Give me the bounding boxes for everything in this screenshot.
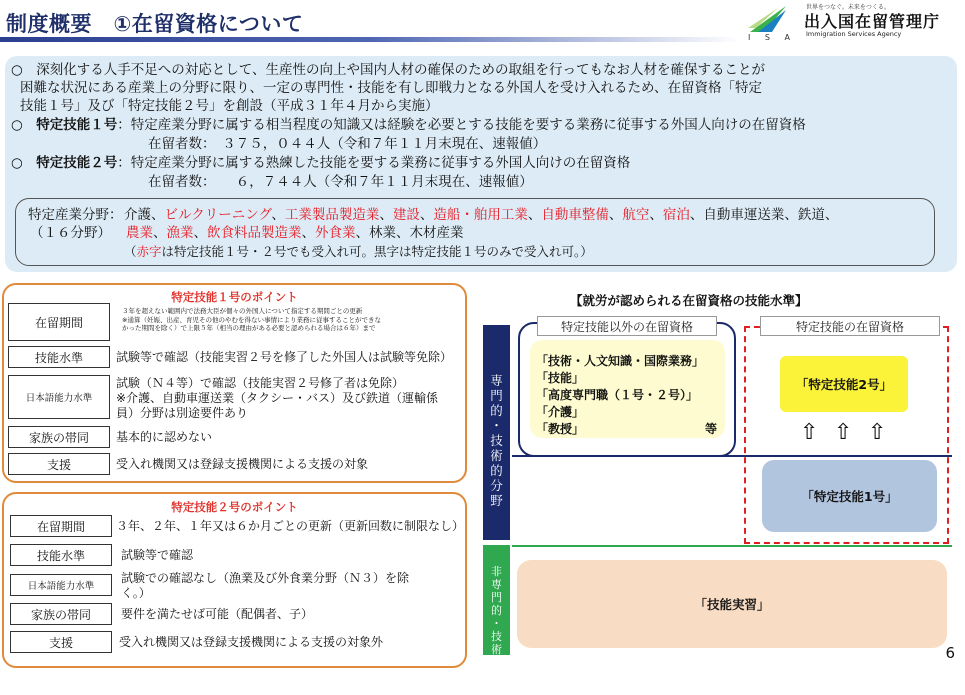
ssw1-japanese-line-3: 員）分野は別途要件あり [116, 406, 249, 420]
ssw1-support-label: 支援 [8, 453, 110, 475]
field-name-both-ssw: 農業 [126, 225, 153, 241]
vertical-label-char: 的 [490, 463, 503, 478]
ssw1-bullet: ○ [11, 117, 37, 133]
ssw1-japanese-value [116, 376, 461, 421]
field-name-text: 、 [419, 207, 434, 223]
field-name-both-ssw: 宿泊 [662, 207, 690, 223]
ssw2-family-label: 家族の帯同 [10, 603, 112, 625]
fields-line-2 [126, 225, 464, 241]
ssw1-skill-label: 技能水準 [8, 346, 110, 368]
title-underline [0, 37, 740, 42]
agency-name-en: Immigration Services Agency [806, 30, 902, 38]
ssw2-family-value: 要件を満たせば可能（配偶者、子） [121, 607, 314, 621]
overview-line-1: ○ 深刻化する人手不足への対応として、生産性の向上や国内人材の確保のための取組を行ってもなお人材を確保することが [11, 62, 766, 78]
field-name-both-ssw: 建設 [392, 207, 420, 223]
ssw1-family-value: 基本的に認めない [116, 430, 213, 444]
vertical-label-char: ・ [490, 418, 503, 433]
ssw2-bullet: ○ [11, 155, 37, 171]
field-name-text: 、 [271, 207, 285, 223]
field-name-text: 、 [153, 225, 167, 241]
field-name-both-ssw: 飲食料品製造業 [207, 225, 302, 241]
ssw2-japanese-value [121, 571, 461, 601]
up-arrow-icon: ⇧ [868, 420, 887, 445]
vertical-label-char: 術 [491, 643, 502, 656]
page-title: 制度概要 ①在留資格について [6, 12, 304, 36]
ssw2-period-label: 在留期間 [10, 515, 112, 537]
overview-box [5, 56, 957, 272]
ssw2-summary [11, 155, 630, 171]
ssw2-support-label: 支援 [10, 631, 112, 653]
other-status-item: 「高度専門職（１号・２号）」 [536, 388, 699, 402]
ssw1-period-line-1: ３年を超えない範囲内で法務大臣が個々の外国人について指定する期間ごとの更新 [122, 307, 363, 315]
vertical-label-char: 非 [491, 565, 502, 578]
ssw1-count: 在留者数： ３７５，０４４人（令和７年１１月末現在、速報値） [148, 136, 547, 152]
ssw2-japanese-line-1: 試験での確認なし（漁業及び外食業分野（Ｎ３）を除 [121, 571, 410, 585]
field-name-both-ssw: 造船・舶用工業 [433, 207, 528, 223]
other-status-header: 特定技能以外の在留資格 [537, 316, 717, 336]
fields-line-1 [124, 207, 838, 223]
field-name-text: 、 [527, 207, 542, 223]
vertical-label-char: 門 [491, 591, 502, 604]
up-arrow-icon: ⇧ [800, 420, 819, 445]
field-name-text: 、 [301, 225, 315, 241]
ssw1-support-value: 受入れ機関又は登録支援機関による支援の対象 [116, 457, 369, 471]
ssw2-japanese-line-2: く。） [121, 586, 151, 600]
ssw1-japanese-line-2: ※介護、自動車運送業（タクシー・バス）及び鉄道（運輸係 [116, 391, 439, 405]
field-name-text: 、 [193, 225, 207, 241]
field-name-both-ssw: 外食業 [315, 225, 356, 241]
up-arrow-icon: ⇧ [834, 420, 853, 445]
ssw1-period-line-3: かった期間を除く）で上限５年（相当の理由がある必要と認められる場合は６年）まで [122, 324, 376, 332]
ssw1-period-line-2: ※通算（妊娠、出産、育児その他のやむを得ない事情により業務に従事することができな [122, 315, 381, 324]
overview-line-2: 困難な状況にある産業上の分野に限り、一定の専門性・技能を有し即戦力となる外国人を受け入れるため、在留資格「特定 [20, 80, 762, 96]
ssw2-skill-value: 試験等で確認 [121, 548, 194, 562]
ssw2-desc: ：特定産業分野に属する熟練した技能を要する業務に従事する外国人向けの在留資格 [117, 155, 631, 171]
vertical-label-char: 分 [491, 669, 502, 682]
vertical-label-char: 技 [491, 630, 502, 643]
field-name-both-ssw: 工業製品製造業 [284, 207, 380, 223]
vertical-label-char: ・ [491, 617, 502, 630]
diagram-title: 【就労が認められる在留資格の技能水準】 [570, 293, 808, 308]
isa-logo-icon [748, 4, 788, 34]
field-name-text: 、自動車運送業、鉄道、 [689, 207, 839, 223]
field-name-text: 、 [608, 207, 623, 223]
ssw1-box: 「特定技能1号」 [762, 460, 937, 532]
field-name-both-ssw: 航空 [622, 207, 650, 223]
page-number: 6 [945, 644, 955, 662]
vertical-label-char: 専 [490, 373, 503, 388]
non-professional-divider [512, 545, 952, 547]
vertical-label-char: 的 [491, 604, 502, 617]
fields-count: （１６分野） [30, 225, 111, 241]
overview-line-3: 技能１号」及び「特定技能２号」を創設（平成３１年４月から実施） [20, 98, 439, 114]
field-name-text: 、 [379, 207, 393, 223]
ssw1-desc: ：特定産業分野に属する相当程度の知識又は経験を必要とする技能を要する業務に従事する外国人向けの在留資格 [117, 117, 806, 133]
field-name-text: 介護、 [124, 207, 165, 223]
ssw1-japanese-label: 日本語能力水準 [8, 375, 110, 419]
ssw1-family-label: 家族の帯同 [8, 426, 110, 448]
ssw1-summary [11, 117, 806, 133]
ssw1-period-value [122, 307, 467, 333]
ssw1-japanese-line-1: 試験（Ｎ４等）で確認（技能実習２号修了者は免除） [116, 376, 405, 390]
field-name-text: 、林業、木材産業 [355, 225, 464, 241]
ssw2-box: 「特定技能2号」 [780, 356, 908, 412]
vertical-label-char: 的 [490, 403, 503, 418]
technical-intern-box: 「技能実習」 [517, 560, 947, 648]
ssw2-period-value: ３年、２年、１年又は６か月ごとの更新（更新回数に制限なし） [116, 519, 465, 533]
ssw1-points-title: 特定技能１号のポイント [171, 290, 298, 304]
ssw-status-header: 特定技能の在留資格 [760, 316, 940, 336]
vertical-label-char: 野 [490, 493, 503, 508]
professional-field-bar [483, 325, 510, 540]
vertical-label-char: 野 [491, 682, 502, 695]
other-status-etc: 等 [705, 422, 718, 436]
vertical-label-char: 分 [490, 478, 503, 493]
ssw1-points-panel [2, 283, 467, 483]
agency-name: 出入国在留管理庁 [804, 12, 941, 31]
ssw1-period-label: 在留期間 [8, 303, 110, 341]
other-status-list [530, 340, 725, 438]
fields-note-rest: は特定技能１号・２号でも受入れ可。黒字は特定技能１号のみで受入れ可。） [161, 244, 593, 259]
field-name-text: 、 [649, 207, 663, 223]
ssw2-points-title: 特定技能２号のポイント [171, 500, 298, 514]
fields-label: 特定産業分野： [28, 207, 123, 223]
ssw2-name: 特定技能２号 [36, 155, 118, 171]
field-name-both-ssw: ビルクリーニング [164, 207, 272, 223]
ssw2-japanese-label: 日本語能力水準 [10, 574, 112, 596]
ssw2-count: 在留者数： ６，７４４人（令和７年１１月末現在、速報値） [148, 174, 533, 190]
non-professional-field-bar [483, 545, 510, 695]
field-name-both-ssw: 漁業 [166, 225, 194, 241]
field-name-both-ssw: 自動車整備 [541, 207, 609, 223]
vertical-label-char: 門 [490, 388, 503, 403]
vertical-label-char: 的 [491, 656, 502, 669]
vertical-label-char: 専 [491, 578, 502, 591]
fields-note-red: 赤字 [136, 244, 162, 259]
ssw2-points-panel [2, 492, 467, 668]
logo-isa-text: I S A [748, 33, 796, 42]
fields-note-open: （ [124, 244, 137, 259]
other-status-item: 「介護」 [536, 405, 585, 419]
other-status-item: 「技術・人文知識・国際業務」 [536, 354, 705, 368]
vertical-label-char: 術 [490, 448, 503, 463]
ssw1-name: 特定技能１号 [36, 117, 118, 133]
ssw2-support-value: 受入れ機関又は登録支援機関による支援の対象外 [119, 635, 384, 649]
other-status-item: 「技能」 [536, 371, 585, 385]
fields-note [124, 244, 593, 260]
ssw2-skill-label: 技能水準 [10, 544, 112, 566]
ssw1-skill-value: 試験等で確認（技能実習２号を修了した外国人は試験等免除） [116, 350, 453, 364]
logo-slogan: 世界をつなぐ。未来をつくる。 [806, 4, 890, 11]
vertical-label-char: 技 [490, 433, 503, 448]
other-status-item: 「教授」 [536, 422, 585, 436]
specified-fields-box [15, 198, 935, 266]
